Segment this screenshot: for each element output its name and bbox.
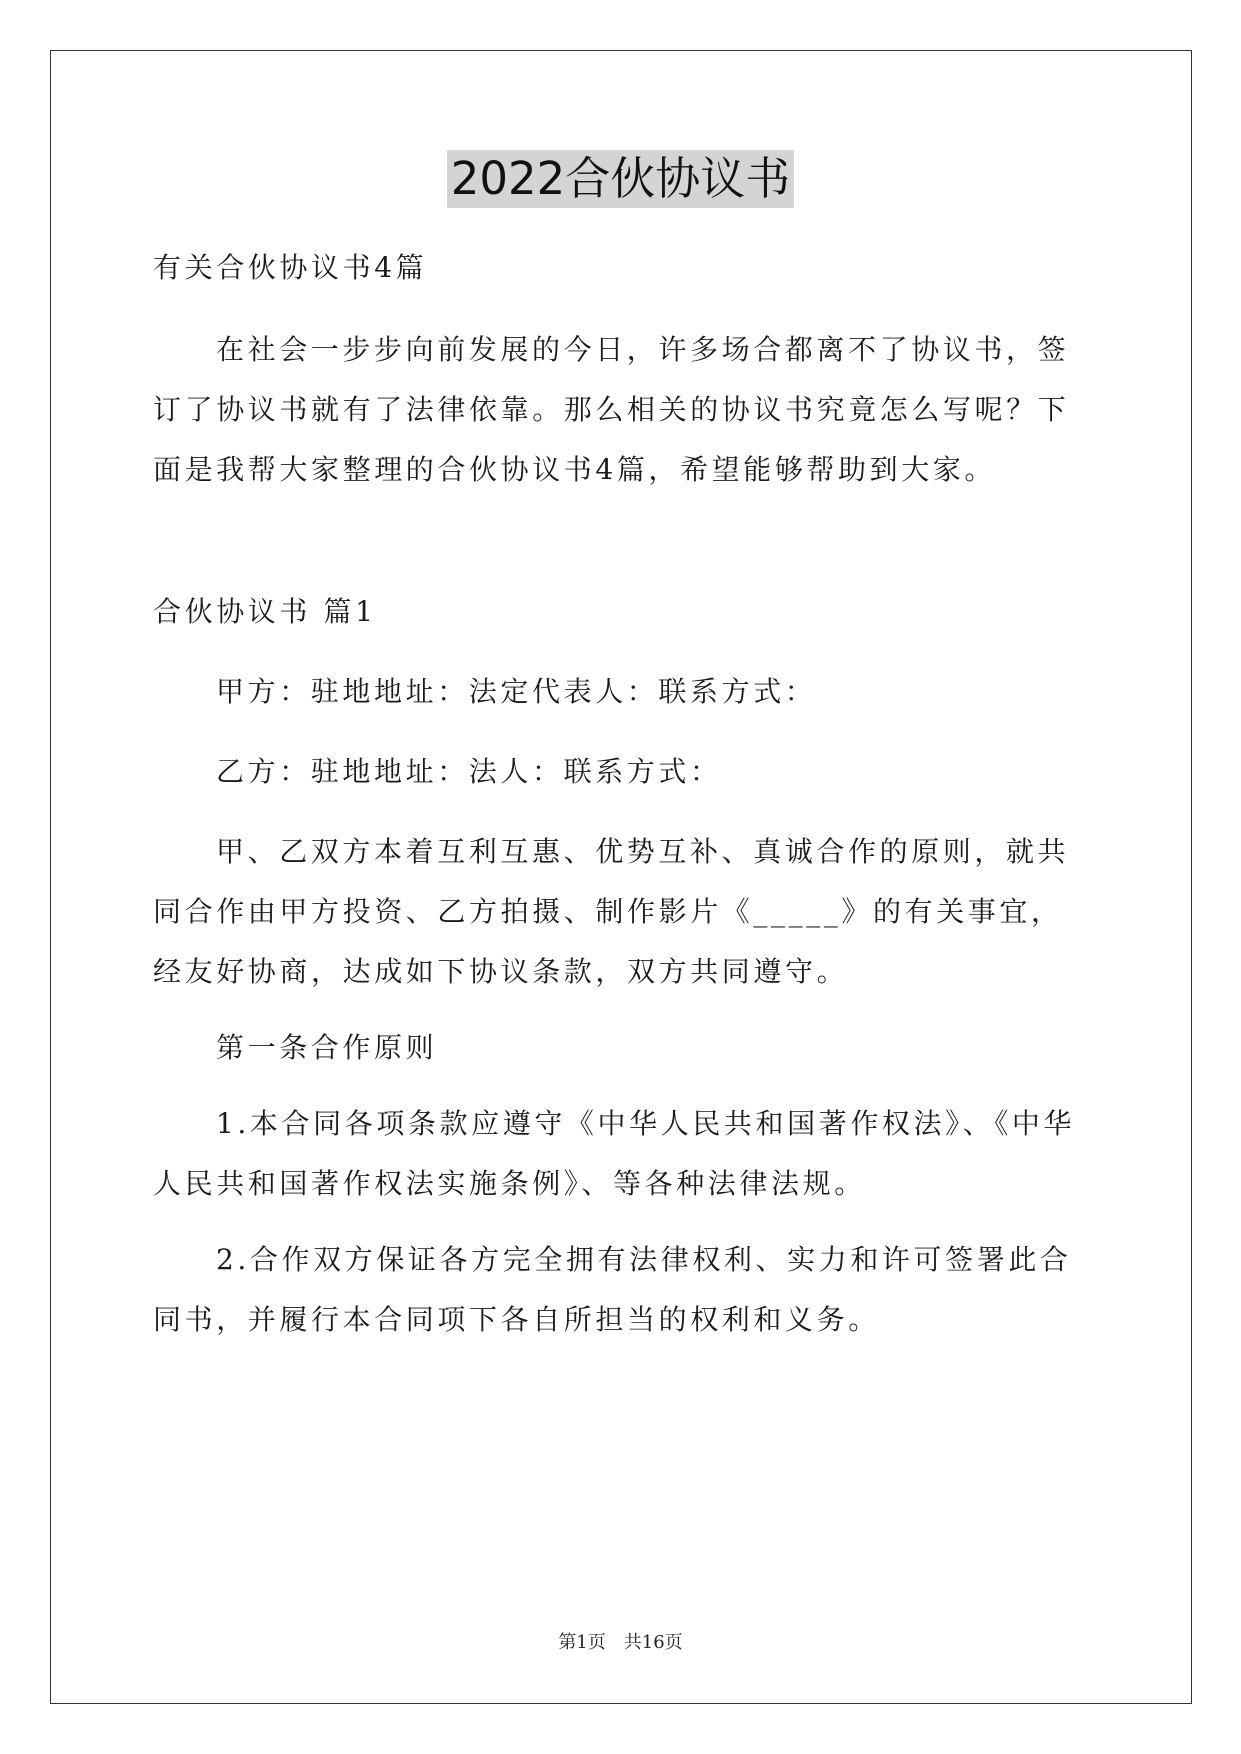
document-body [153, 238, 1093, 1350]
intro-heading: 有关合伙协议书4篇 [153, 251, 428, 284]
clause-2: 2.合作双方保证各方完全拥有法律权利、实力和许可签署此合同书，并履行本合同项下各自所担当的权利和义务。 [153, 1243, 1072, 1336]
title-container [0, 150, 1241, 208]
party-a-line: 甲方：驻地地址：法定代表人：联系方式： [216, 675, 817, 708]
clause-1: 1.本合同各项条款应遵守《中华人民共和国著作权法》、《中华人民共和国著作权法实施条例》、等各种法律法规。 [153, 1107, 1076, 1200]
preamble-paragraph: 甲、乙双方本着互利互惠、优势互补、真诚合作的原则，就共同合作由甲方投资、乙方拍摄、制作影片《_____》的有关事宜，经友好协商，达成如下协议条款，双方共同遵守。 [153, 835, 1070, 988]
document-title: 2022合伙协议书 [447, 150, 795, 208]
party-b-line: 乙方：驻地地址：法人：联系方式： [216, 755, 722, 788]
article-heading: 第一条合作原则 [216, 1031, 438, 1064]
section-heading: 合伙协议书 篇1 [153, 595, 377, 628]
page-number: 第1页 共16页 [558, 1632, 683, 1653]
intro-paragraph: 在社会一步步向前发展的今日，许多场合都离不了协议书，签订了协议书就有了法律依靠。那么相关的协议书究竟怎么写呢？下面是我帮大家整理的合伙协议书4篇，希望能够帮助到大家。 [153, 333, 1070, 486]
